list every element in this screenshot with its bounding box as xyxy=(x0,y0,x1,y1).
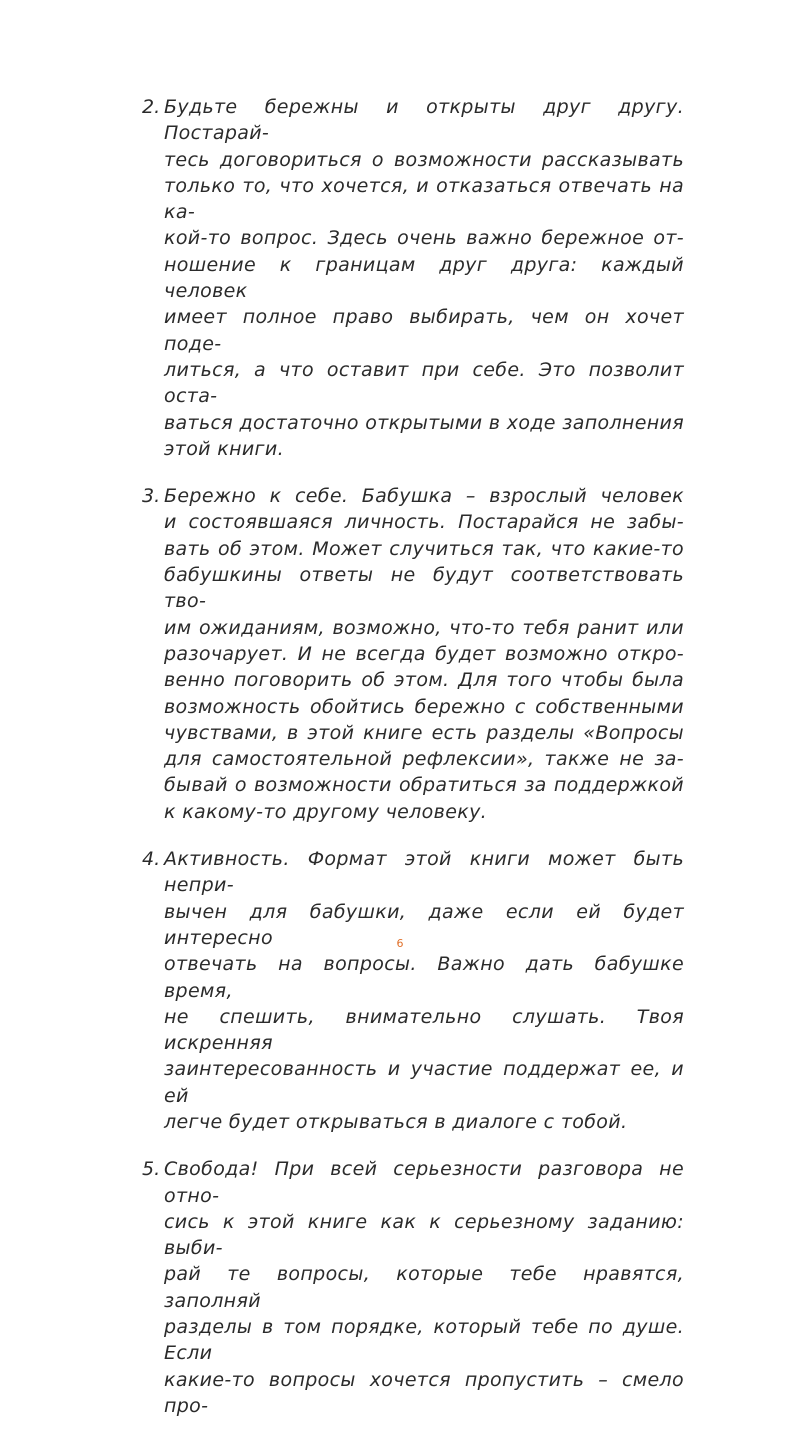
list-item-2 xyxy=(128,94,684,462)
paragraph-line: Будьте бережны и открыты друг другу. Постарай- xyxy=(164,96,684,145)
paragraph-line: для самостоятельной рефлексии», также не за- xyxy=(164,748,684,771)
paragraph-line: ваться достаточно открытыми в ходе заполнения xyxy=(164,411,684,434)
paragraph-line: возможность обойтись бережно с собственными xyxy=(164,695,684,718)
paragraph-line: чувствами, в этой книге есть разделы «Вопросы xyxy=(164,721,684,744)
paragraph-line: Активность. Формат этой книги может быть непри- xyxy=(164,848,684,897)
paragraph-line: только то, что хочется, и отказаться отвечать на ка- xyxy=(164,174,684,224)
paragraph-line: им ожиданиям, возможно, что-то тебя ранит или xyxy=(164,616,684,639)
paragraph-line: бабушкины ответы не будут соответствовать тво- xyxy=(164,564,684,613)
paragraph-line: бывай о возможности обратиться за поддержкой xyxy=(164,774,684,797)
paragraph-line: заинтересованность и участие поддержат ее, и ей xyxy=(164,1058,684,1107)
item-number: 3. xyxy=(142,485,161,508)
paragraph-line: литься, а что оставит при себе. Это позволит оста- xyxy=(164,358,684,408)
paragraph-line: Бережно к себе. Бабушка – взрослый человек xyxy=(164,485,684,508)
paragraph-line: разочарует. И не всегда будет возможно откро- xyxy=(164,642,684,665)
item-number: 5. xyxy=(142,1158,161,1181)
paragraph-line: вычен для бабушки, даже если ей будет интересно xyxy=(164,900,684,949)
paragraph-line: разделы в том порядке, который тебе по душе. Если xyxy=(164,1316,684,1365)
list-item-4 xyxy=(128,846,684,1135)
paragraph-line: кой-то вопрос. Здесь очень важно бережное от- xyxy=(164,227,684,250)
page-number: 6 xyxy=(396,937,404,950)
list-item-5 xyxy=(128,1156,684,1419)
paragraph-line: этой книги. xyxy=(164,437,284,460)
paragraph-line: тесь договориться о возможности рассказывать xyxy=(164,148,684,171)
paragraph-line: имеет полное право выбирать, чем он хочет поде- xyxy=(164,306,684,355)
list-item-3 xyxy=(128,483,684,825)
paragraph-line: легче будет открываться в диалоге с тобой. xyxy=(164,1110,628,1133)
paragraph-line: ношение к границам друг друга: каждый человек xyxy=(164,253,684,303)
paragraph-line: сись к этой книге как к серьезному заданию: выби- xyxy=(164,1210,684,1260)
item-number: 2. xyxy=(142,96,161,118)
paragraph-line: рай те вопросы, которые тебе нравятся, заполняй xyxy=(164,1263,684,1312)
paragraph-line: не спешить, внимательно слушать. Твоя искренняя xyxy=(164,1005,684,1055)
item-number: 4. xyxy=(142,848,161,871)
paragraph-line: какие-то вопросы хочется пропустить – смело про- xyxy=(164,1368,684,1417)
paragraph-line: и состоявшаяся личность. Постарайся не забы- xyxy=(164,511,684,534)
paragraph-line: вать об этом. Может случиться так, что какие-то xyxy=(164,537,684,560)
numbered-list xyxy=(128,94,684,1440)
paragraph-line: к какому-то другому человеку. xyxy=(164,800,488,823)
paragraph-line: Свобода! При всей серьезности разговора не отно- xyxy=(164,1158,684,1207)
paragraph-line: отвечать на вопросы. Важно дать бабушке время, xyxy=(164,953,684,1002)
paragraph-line: венно поговорить об этом. Для того чтобы была xyxy=(164,669,684,692)
